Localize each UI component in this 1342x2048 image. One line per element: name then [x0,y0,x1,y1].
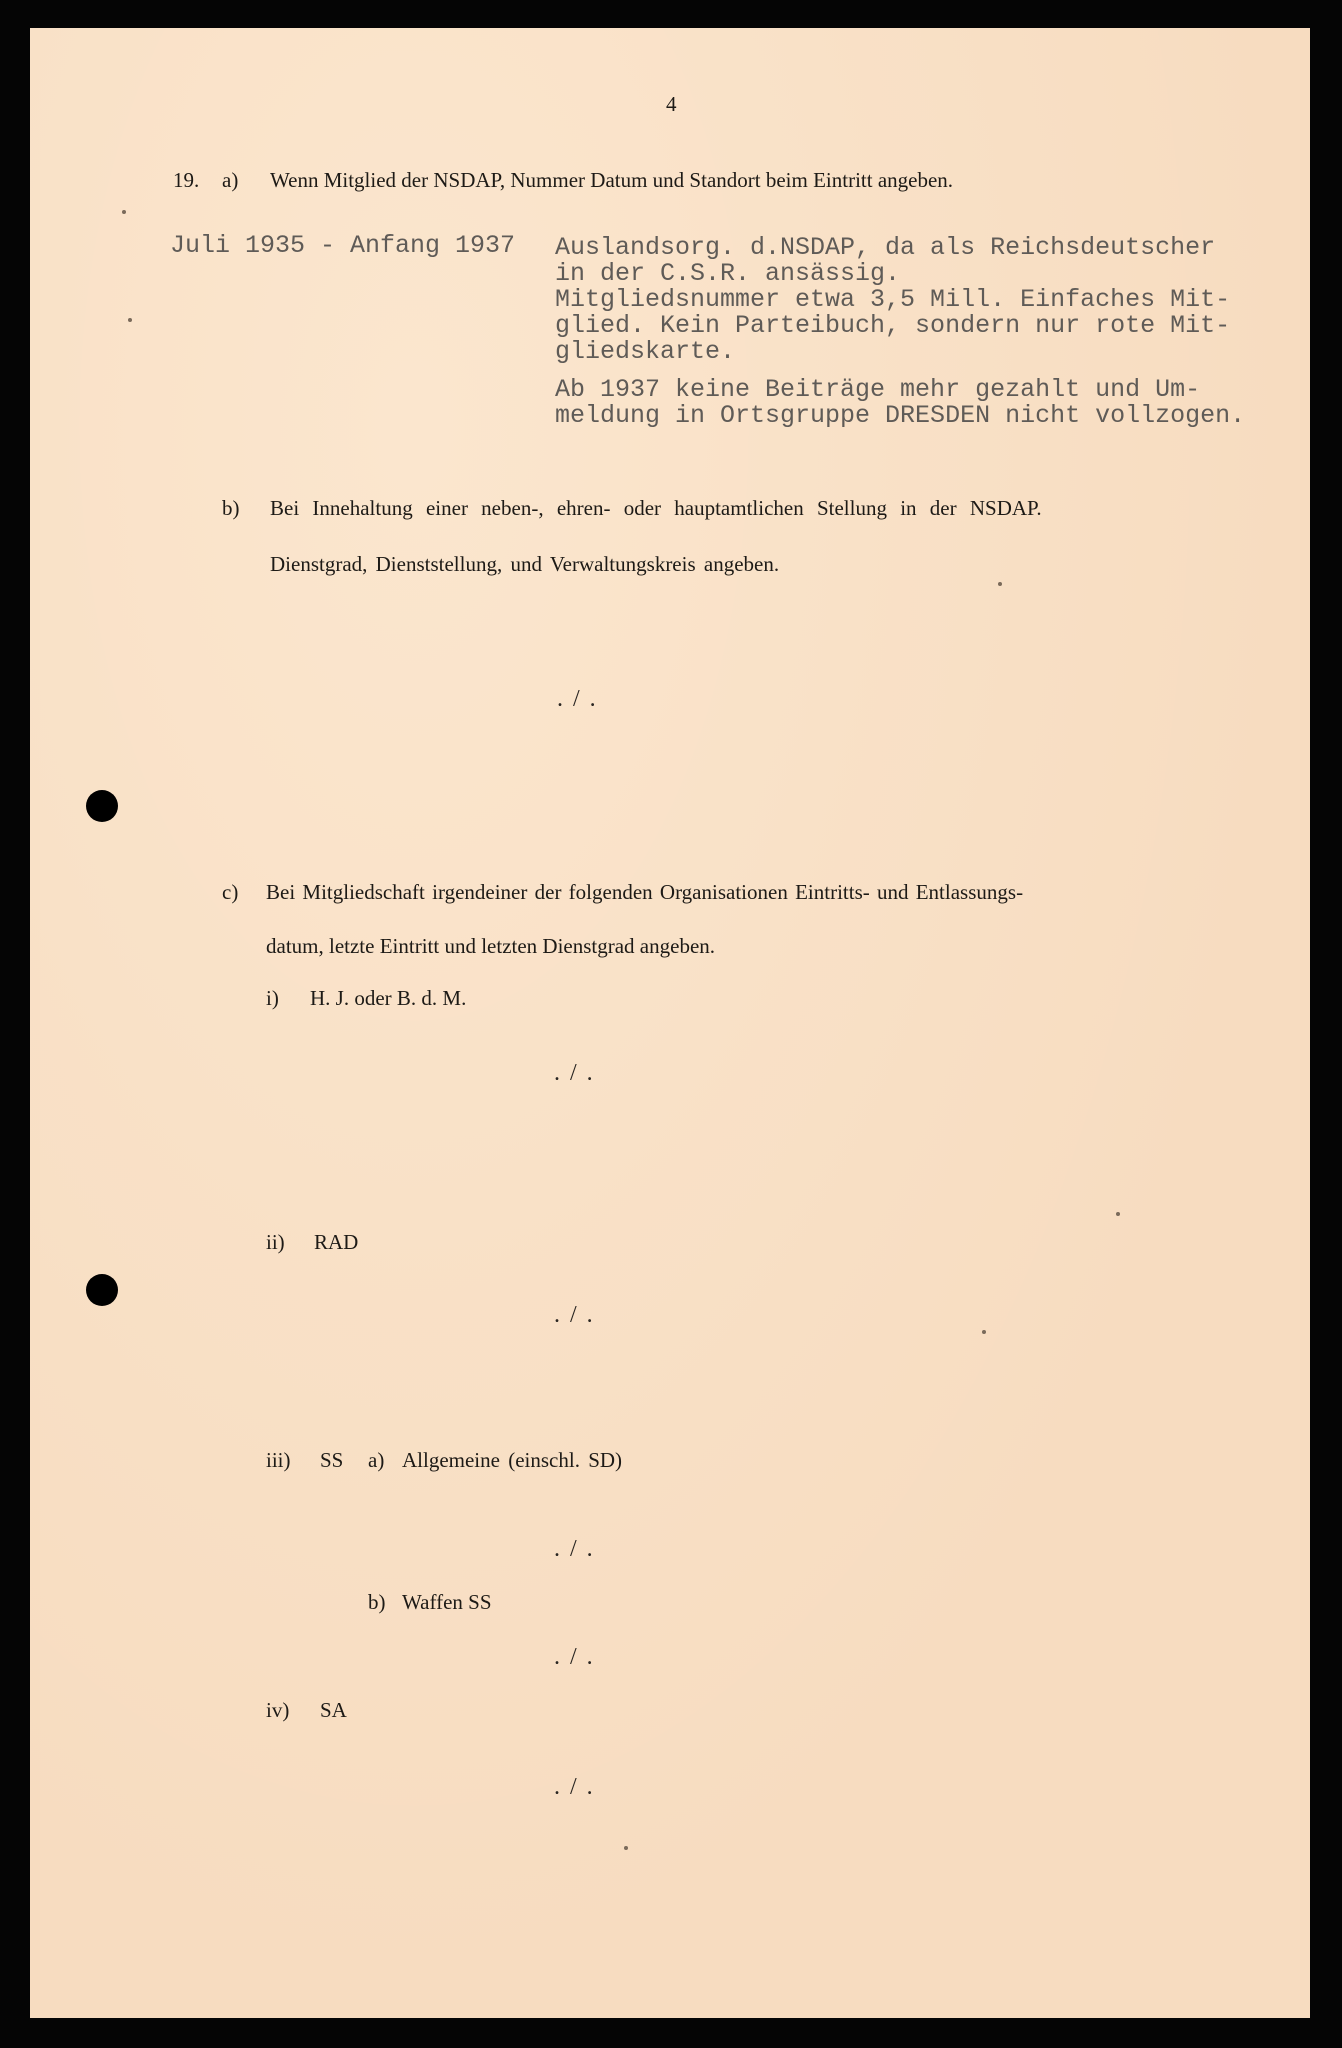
item-iii-label: SS [320,1448,344,1472]
item-i-label: H. J. oder B. d. M. [310,986,467,1010]
answer-iv: ./. [554,1774,603,1800]
answer-i: ./. [554,1060,603,1086]
item-iii-b-label: Waffen SS [402,1590,492,1614]
question-c-marker: c) [222,880,239,904]
answer-a-line-1: Auslandsorg. d.NSDAP, da als Reichsdeutscher [555,233,1216,262]
answer-b: ./. [557,686,606,712]
answer-iii-a: ./. [554,1536,603,1562]
paper-speck [1116,1212,1120,1216]
item-iii-a-marker: a) [368,1448,385,1472]
question-number: 19. [173,168,200,192]
paper-speck [998,582,1002,586]
item-iii-b-marker: b) [368,1590,386,1614]
page-number: 4 [666,92,677,116]
paper-speck [128,318,132,322]
answer-a-line-7: meldung in Ortsgruppe DRESDEN nicht vollzogen. [555,401,1246,430]
answer-iii-b: ./. [554,1644,603,1670]
question-b-line-2: Dienstgrad, Dienststellung, und Verwaltungskreis angeben. [270,552,780,576]
answer-a-line-3: Mitgliedsnummer etwa 3,5 Mill. Einfaches Mit- [555,285,1231,314]
item-iv-label: SA [320,1698,347,1722]
answer-a-line-4: glied. Kein Parteibuch, sondern nur rote Mit- [555,311,1231,340]
answer-a-line-5: gliedskarte. [555,337,736,366]
punch-hole-bottom [86,1274,118,1306]
item-iv-marker: iv) [266,1698,290,1722]
answer-a-line-6: Ab 1937 keine Beiträge mehr gezahlt und Um- [555,375,1201,404]
item-iii-a-label: Allgemeine (einschl. SD) [402,1448,623,1472]
question-a-marker: a) [222,168,239,192]
question-c-line-1: Bei Mitgliedschaft irgendeiner der folgenden Organisationen Eintritts- und Entlassungs- [266,880,1024,904]
question-b-marker: b) [222,496,240,520]
item-i-marker: i) [266,986,279,1010]
punch-hole-top [86,790,118,822]
document-page [30,28,1310,2018]
paper-speck [982,1330,986,1334]
paper-speck [624,1846,628,1850]
item-ii-marker: ii) [266,1230,285,1254]
item-ii-label: RAD [314,1230,359,1254]
question-b-line-1: Bei Innehaltung einer neben-, ehren- oder hauptamtlichen Stellung in der NSDAP. [270,496,1042,520]
answer-a-line-2: in der C.S.R. ansässig. [555,259,901,288]
paper-speck [122,210,126,214]
answer-a-period: Juli 1935 - Anfang 1937 [170,231,516,260]
question-c-line-2: datum, letzte Eintritt und letzten Dienstgrad angeben. [266,934,716,958]
question-a-prompt: Wenn Mitglied der NSDAP, Nummer Datum und Standort beim Eintritt angeben. [270,168,954,192]
answer-ii: ./. [554,1302,603,1328]
item-iii-marker: iii) [266,1448,291,1472]
